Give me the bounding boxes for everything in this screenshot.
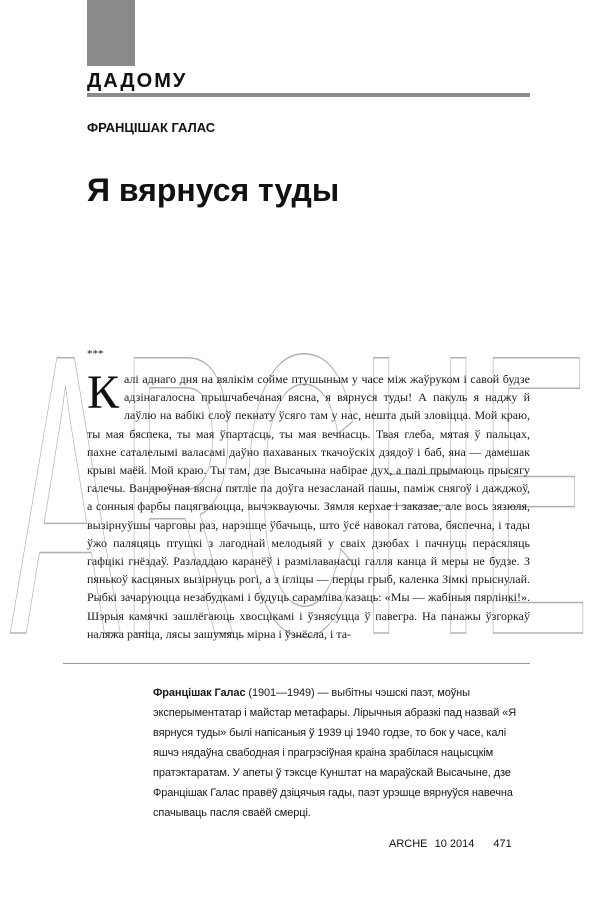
poem-body (87, 366, 530, 643)
section-rule (87, 93, 530, 97)
page-number: 471 (493, 838, 512, 850)
footer-issue: 10 2014 (434, 838, 475, 850)
author-note (153, 683, 530, 823)
note-divider (63, 663, 530, 664)
author-name: ФРАНЦІШАК ГАЛАС (87, 120, 216, 135)
section-title: ДАДОМУ (87, 70, 188, 92)
note-text: (1901—1949) — выбітны чэшскі паэт, моўны эксперыментатар і майстар метафары. Лірычныя абразкі пад назвай «Я вярнуся туды» былі напісаныя ў 1939 ці 1940 годзе, то бок у часе, калі яшчэ нядаўна свабодная і прагрэсіўная краіна зрабілася нацысцкім пратэктаратам. У апеты ў тэксце Кунштат на мараўскай Высачыне, дзе Францішак Галас правёў дзіцячыя гады, паэт урэшце вярнуўся навечна спачываць пасля сваёй смерці. (153, 687, 517, 819)
footer-journal: ARCHE (389, 838, 428, 850)
section-color-tab (87, 0, 135, 66)
drop-cap: К (87, 366, 120, 419)
poem-separator-stars: *** (87, 348, 104, 360)
page-footer (389, 838, 516, 850)
poem-text: алі аднаго дня на вялікім сойме птушыным у часе між жаўруком і савой будзе адзінагалосна прышчабечаная вясна, я вярнуся туды! А пакуль я наджу й лаўлю на вабікі слоў пекнату ўсяго там у нас, нешта дый зловіцца. Мой краю, ты мая бяспека, ты мая ўпартасць, ты мая вечнасць. Твая глеба, мятая ў пальцах, пахне саталелымі валасамі даўно пахаваных ткачоўскіх дзядоў і баб, яна — дамешак крыві маёй. Мой краю. Ты там, дзе Высачына набірае дух, а палі прымаюць прысягу галечы. Вандроўная вясна пятліе па доўга незасланай пашы, паміж снягоў і дажджоў, а сонныя фарбы пацягваюцца, вычэквауючы. Зямля керхае і заказае, але вось зязюля, вызірнуўшы чарговы раз, нарэшце ўбачыць, што ўсё навокал гатова, бяспечна, і тады ўжо паляцяць птушкі з лагоднай мелодыяй у сваіх дзюбах і пачнуць перасяляць гафцікі гнёздаў. Разладдаю каранёў і размілаванасці галля канца й меры не будзе. З пянькоў касцяных вызірнуць рогі, а з ігліцы — перцы грыб, каленка Зімкі прыснулай. Рыбкі зачаруюцца незабудкамі і будуць сарамліва казаць: «Мы — жабіныя пярлінкі!». Шэрыя камячкі зашлёгаюць хвосцікамі і ўзнясуцца ў павегра. На панажы ўзгоркаў наляжа раніца, лясы зашумяць мірна і ўзнёсла, і та- (87, 372, 530, 641)
article-title: Я вярнуся туды (87, 172, 340, 208)
watermark-text: ARCHE (10, 271, 590, 648)
note-author-name: Францішак Галас (153, 687, 246, 699)
